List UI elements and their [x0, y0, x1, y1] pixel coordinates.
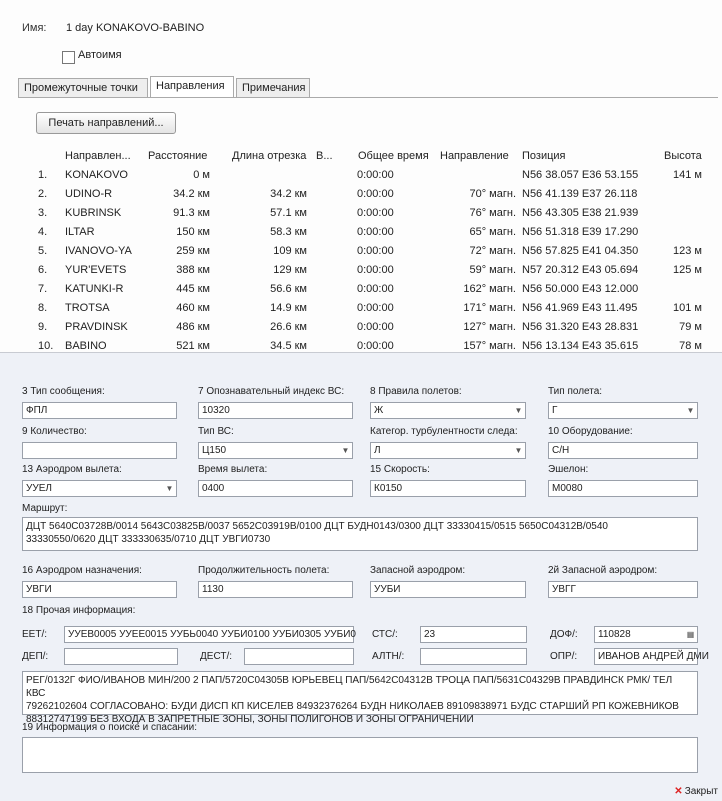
aircraft-type-select[interactable]	[198, 442, 353, 459]
chevron-down-icon[interactable]: ▼	[686, 406, 695, 415]
cell-dist: 388 км	[176, 264, 210, 276]
dest-aerodrome-field[interactable]: УВГИ	[22, 581, 177, 598]
cell-leg: 26.6 км	[270, 321, 307, 333]
cell-dist: 34.2 км	[173, 188, 210, 200]
dest-aerodrome-label: 16 Аэродром назначения:	[22, 565, 142, 576]
dof-field[interactable]	[594, 626, 698, 643]
cell-dir: 72° магн.	[469, 245, 516, 257]
cell-pos: N56 38.057 E36 53.155	[522, 169, 639, 181]
equipment-label: 10 Оборудование:	[548, 426, 633, 437]
dest2-field[interactable]	[244, 648, 354, 665]
dep-aerodrome-select[interactable]	[22, 480, 177, 497]
cell-alt: 123 м	[673, 245, 702, 257]
cell-pos: N56 51.318 E39 17.290	[522, 226, 639, 238]
cell-dist: 150 км	[176, 226, 210, 238]
cell-leg: 56.6 км	[270, 283, 307, 295]
close-icon: ✕	[674, 786, 683, 797]
table-row[interactable]	[0, 321, 722, 340]
msg-type-field[interactable]: ФПЛ	[22, 402, 177, 419]
chevron-down-icon[interactable]: ▼	[165, 484, 174, 493]
dep-aerodrome-label: 13 Аэродром вылета:	[22, 464, 122, 475]
aircraft-type-label: Тип ВС:	[198, 426, 234, 437]
cell-name: TROTSA	[65, 302, 110, 314]
cell-pos: N56 41.969 E43 11.495	[522, 302, 638, 314]
table-row[interactable]	[0, 188, 722, 207]
route-line-2: 33330550/0620 ДЦТ 333330635/0710 ДЦТ УВГИ0730	[26, 534, 271, 545]
route-label: Маршрут:	[22, 503, 68, 514]
other-info-label: 18 Прочая информация:	[22, 605, 136, 616]
cell-num: 5.	[38, 245, 48, 257]
cell-time: 0:00:00	[357, 169, 394, 181]
count-label: 9 Количество:	[22, 426, 87, 437]
count-field[interactable]	[22, 442, 177, 459]
table-row[interactable]	[0, 264, 722, 283]
name-label: Имя:	[22, 22, 47, 34]
msg-type-label: 3 Тип сообщения:	[22, 386, 105, 397]
cell-alt: 141 м	[673, 169, 702, 181]
cell-name: KUBRINSK	[65, 207, 122, 219]
cell-dist: 91.3 км	[173, 207, 210, 219]
sts-label: СТС/:	[372, 629, 398, 640]
cell-leg: 109 км	[273, 245, 307, 257]
table-row[interactable]	[0, 207, 722, 226]
alternate-label: Запасной аэродром:	[370, 565, 466, 576]
col-header-total-time[interactable]: Общее время	[358, 150, 429, 162]
cell-num: 1.	[38, 169, 48, 181]
remarks-field[interactable]	[22, 671, 698, 725]
col-header-position[interactable]: Позиция	[522, 150, 566, 162]
duration-label: Продолжительность полета:	[198, 565, 330, 576]
close-label: Закрыт	[684, 786, 718, 797]
cell-pos: N56 43.305 E38 21.939	[522, 207, 639, 219]
cell-dist: 460 км	[176, 302, 210, 314]
cell-num: 6.	[38, 264, 48, 276]
table-row[interactable]	[0, 245, 722, 264]
cell-dist: 0 м	[193, 169, 210, 181]
flight-type-label: Тип полета:	[548, 386, 603, 397]
cell-name: PRAVDINSK	[65, 321, 128, 333]
route-name: 1 day KONAKOVO-BABINO	[66, 22, 205, 34]
cell-num: 3.	[38, 207, 48, 219]
equipment-field[interactable]: С/Н	[548, 442, 698, 459]
col-header-leg[interactable]: Длина отрезка	[232, 150, 307, 162]
cell-alt: 101 м	[673, 302, 702, 314]
auto-name-checkbox[interactable]	[62, 51, 75, 64]
cell-dir: 127° магн.	[463, 321, 516, 333]
cell-time: 0:00:00	[357, 245, 394, 257]
cell-dist: 259 км	[176, 245, 210, 257]
route-field[interactable]	[22, 517, 698, 551]
alternate2-field[interactable]: УВГГ	[548, 581, 698, 598]
dest2-label: ДЕСТ/:	[200, 651, 232, 662]
opr-field[interactable]: ИВАНОВ АНДРЕЙ ДМИ	[594, 648, 698, 665]
flight-rules-value: Ж	[374, 405, 384, 416]
sar-info-field[interactable]	[22, 737, 698, 773]
cell-leg: 57.1 км	[270, 207, 307, 219]
cell-num: 8.	[38, 302, 48, 314]
cell-name: BABINO	[65, 340, 107, 352]
cell-num: 10.	[38, 340, 54, 352]
cell-pos: N56 50.000 E43 12.000	[522, 283, 639, 295]
cell-name: KONAKOVO	[65, 169, 128, 181]
cell-time: 0:00:00	[357, 321, 394, 333]
cell-name: YUR'EVETS	[65, 264, 127, 276]
table-row[interactable]	[0, 302, 722, 321]
tab-notes[interactable]: Примечания	[236, 78, 310, 97]
cell-dist: 445 км	[176, 283, 210, 295]
cell-alt: 125 м	[673, 264, 702, 276]
flight-type-value: Г	[552, 405, 558, 416]
dep-label: ДЕП/:	[22, 651, 49, 662]
cell-dir: 171° магн.	[463, 302, 516, 314]
col-header-direction[interactable]: Направлен...	[65, 150, 131, 162]
aircraft-id-label: 7 Опознавательный индекс ВС:	[198, 386, 345, 397]
speed-field[interactable]: К0150	[370, 480, 526, 497]
cell-pos: N56 57.825 E41 04.350	[522, 245, 639, 257]
cell-time: 0:00:00	[357, 264, 394, 276]
cell-dir: 157° магн.	[463, 340, 516, 352]
col-header-v[interactable]: В...	[316, 150, 333, 162]
col-header-altitude[interactable]: Высота	[664, 150, 702, 162]
remarks-line-2: 79262102604 СОГЛАСОВАНО: БУДИ ДИСП КП КИСЕЛЕВ 84932376264 БУДН НИКОЛАЕВ 89109838971 БУДС СТАРШИЙ РП КОЖЕВНИКОВ	[26, 701, 679, 712]
dep-aerodrome-value: УУЕЛ	[26, 483, 52, 494]
cell-leg: 34.2 км	[270, 188, 307, 200]
flight-type-select[interactable]	[548, 402, 698, 419]
cell-num: 4.	[38, 226, 48, 238]
duration-field[interactable]: 1130	[198, 581, 353, 598]
cell-time: 0:00:00	[357, 188, 394, 200]
chevron-down-icon[interactable]: ▼	[341, 446, 350, 455]
eet-field[interactable]: УУЕВ0005 УУЕЕ0015 УУБЬ0040 УУБИ0100 УУБИ0305 УУБИ0	[64, 626, 354, 643]
alternate-field[interactable]: УУБИ	[370, 581, 526, 598]
flight-rules-select[interactable]	[370, 402, 526, 419]
alternate2-label: 2й Запасной аэродром:	[548, 565, 658, 576]
cell-dir: 76° магн.	[469, 207, 516, 219]
tab-waypoints[interactable]: Промежуточные точки	[18, 78, 148, 97]
cell-time: 0:00:00	[357, 340, 394, 352]
sar-info-label: 19 Информация о поиске и спасании:	[22, 722, 198, 733]
cell-time: 0:00:00	[357, 283, 394, 295]
eet-label: ЕЕТ/:	[22, 629, 48, 640]
cell-pos: N56 41.139 E37 26.118	[522, 188, 638, 200]
chevron-down-icon[interactable]: ▼	[514, 446, 523, 455]
cell-leg: 129 км	[273, 264, 307, 276]
cell-dir: 70° магн.	[469, 188, 516, 200]
table-row[interactable]	[0, 226, 722, 245]
route-line-1: ДЦТ 5640С03728В/0014 5643С03825В/0037 5652С03919В/0100 ДЦТ БУДН0143/0300 ДЦТ 33330415/0515 5650С04312В/0540	[26, 521, 608, 532]
calendar-icon[interactable]: ▦	[686, 630, 695, 639]
print-directions-button[interactable]: Печать направлений...	[36, 112, 176, 134]
cell-alt: 79 м	[679, 321, 702, 333]
cell-num: 7.	[38, 283, 48, 295]
table-row[interactable]	[0, 169, 722, 188]
flight-rules-label: 8 Правила полетов:	[370, 386, 462, 397]
altn-field[interactable]	[420, 648, 527, 665]
cell-pos: N56 31.320 E43 28.831	[522, 321, 639, 333]
cell-num: 9.	[38, 321, 48, 333]
level-field[interactable]: М0080	[548, 480, 698, 497]
col-header-distance[interactable]: Расстояние	[148, 150, 208, 162]
dep-time-field[interactable]: 0400	[198, 480, 353, 497]
wake-category-label: Категор. турбулентности следа:	[370, 426, 518, 437]
altn-label: АЛТН/:	[372, 651, 405, 662]
cell-name: UDINO-R	[65, 188, 113, 200]
dof-value: 110828	[598, 629, 631, 640]
cell-name: KATUNKI-R	[65, 283, 124, 295]
cell-dist: 521 км	[176, 340, 210, 352]
cell-dir: 59° магн.	[469, 264, 516, 276]
cell-time: 0:00:00	[357, 226, 394, 238]
cell-dir: 162° магн.	[463, 283, 516, 295]
table-row[interactable]	[0, 283, 722, 302]
dep-field[interactable]	[64, 648, 178, 665]
cell-dir: 65° магн.	[469, 226, 516, 238]
speed-label: 15 Скорость:	[370, 464, 430, 475]
dep-time-label: Время вылета:	[198, 464, 268, 475]
cell-name: ILTAR	[65, 226, 95, 238]
wake-category-select[interactable]	[370, 442, 526, 459]
remarks-line-3: 88312747199 БЕЗ ВХОДА В ЗАПРЕТНЫЕ ЗОНЫ, ЗОНЫ ПОЛИГОНОВ И ЗОНЫ ОГРАНИЧЕНИИ	[26, 714, 474, 725]
auto-name-label: Автоимя	[78, 49, 122, 61]
level-label: Эшелон:	[548, 464, 589, 475]
cell-pos: N56 13.134 E43 35.615	[522, 340, 639, 352]
close-button[interactable]	[674, 786, 718, 797]
cell-alt: 78 м	[679, 340, 702, 352]
sts-field[interactable]: 23	[420, 626, 527, 643]
cell-num: 2.	[38, 188, 48, 200]
opr-label: ОПР/:	[550, 651, 578, 662]
col-header-heading[interactable]: Направление	[440, 150, 509, 162]
aircraft-id-field[interactable]: 10320	[198, 402, 353, 419]
cell-pos: N57 20.312 E43 05.694	[522, 264, 639, 276]
aircraft-type-value: Ц150	[202, 445, 227, 456]
cell-leg: 58.3 км	[270, 226, 307, 238]
cell-dist: 486 км	[176, 321, 210, 333]
wake-category-value: Л	[374, 445, 381, 456]
cell-time: 0:00:00	[357, 302, 394, 314]
dof-label: ДОФ/:	[550, 629, 578, 640]
flight-plan-form	[0, 352, 722, 801]
remarks-line-1: РЕГ/0132Г ФИО/ИВАНОВ МИН/200 2 ПАП/5720С04305В ЮРЬЕВЕЦ ПАП/5642С04312В ТРОЦА ПАП/5631С04329В ПРАВДИНСК РМК/ ТЕЛ КВС	[26, 675, 673, 699]
cell-time: 0:00:00	[357, 207, 394, 219]
cell-leg: 14.9 км	[270, 302, 307, 314]
cell-leg: 34.5 км	[270, 340, 307, 352]
chevron-down-icon[interactable]: ▼	[514, 406, 523, 415]
cell-name: IVANOVO-YA	[65, 245, 132, 257]
tab-directions[interactable]: Направления	[150, 76, 234, 97]
route-panel	[0, 0, 722, 352]
